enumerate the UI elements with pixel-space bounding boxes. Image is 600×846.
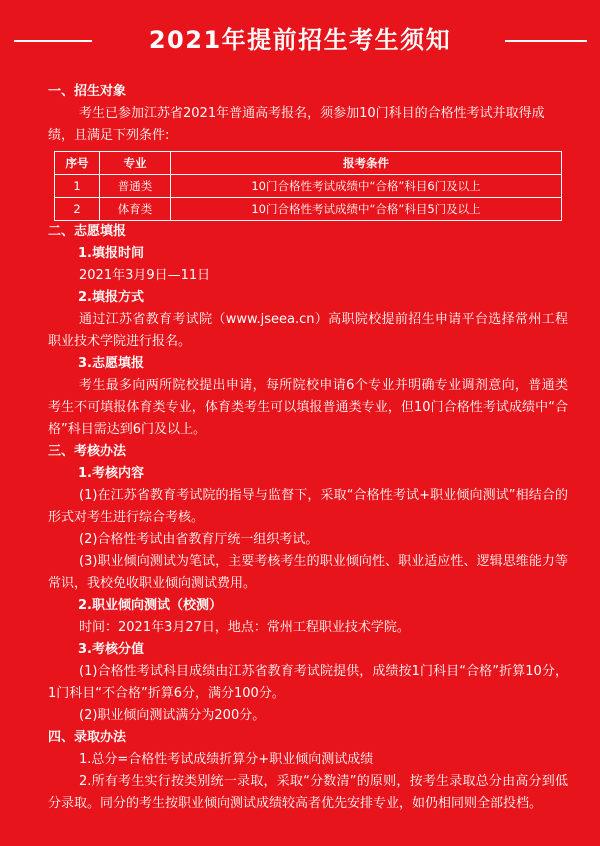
admission-rule-1: 1.总分=合格性考试成绩折算分+职业倾向测试成绩 <box>79 752 374 767</box>
assessment-content-3: (3)职业倾向测试为笔试，主要考核考生的职业倾向性、职业适应性、逻辑思维能力等常识，我校免收职业倾向测试费用。 <box>48 554 568 591</box>
assessment-content-1: (1)在江苏省教育考试院的指导与监督下，采取“合格性考试+职业倾向测试”相结合的形式对考生进行综合考核。 <box>48 488 568 525</box>
subheading-score-value: 3.考核分值 <box>78 642 144 657</box>
table-cell: 普通类 <box>100 175 171 198</box>
page-title: 2021年提前招生考生须知 <box>148 26 452 54</box>
admission-rule-2: 2.所有考生实行按类别统一录取，采取“分数清”的原则，按考生录取总分由高分到低分录取。同分的考生按职业倾向测试成绩较高者优先安排专业，如仍相同则全部投档。 <box>48 774 568 811</box>
title-divider-right <box>505 40 587 42</box>
table-row <box>55 175 562 198</box>
section-heading-assessment: 三、考核办法 <box>48 444 127 459</box>
table-cell: 1 <box>55 175 100 198</box>
section-heading-application: 二、志愿填报 <box>48 224 127 239</box>
subheading-apply-time: 1.填报时间 <box>78 246 144 261</box>
title-divider-left <box>14 40 92 42</box>
table-cell: 体育类 <box>100 198 171 221</box>
apply-time-text: 2021年3月9日—11日 <box>79 268 211 283</box>
section-heading-admission: 四、录取办法 <box>48 730 127 745</box>
subheading-aptitude-test: 2.职业倾向测试（校测） <box>78 598 222 613</box>
requirements-table <box>54 151 562 221</box>
section-heading-enrollment-target: 一、招生对象 <box>48 84 127 99</box>
table-row <box>55 198 562 221</box>
notice-body <box>48 81 568 815</box>
score-value-1: (1)合格性考试科目成绩由江苏省教育考试院提供，成绩按1门科目“合格”折算10分，1门科目“不合格”折算6分，满分100分。 <box>48 664 568 701</box>
table-header-cell: 序号 <box>55 152 100 175</box>
aptitude-test-text: 时间：2021年3月27日，地点：常州工程职业技术学院。 <box>79 620 410 635</box>
table-cell: 10门合格性考试成绩中“合格”科目5门及以上 <box>171 198 562 221</box>
table-header-cell: 报考条件 <box>171 152 562 175</box>
apply-method-text: 通过江苏省教育考试院（www.jseea.cn）高职院校提前招生申请平台选择常州工程职业技术学院进行报名。 <box>48 312 568 349</box>
table-cell: 2 <box>55 198 100 221</box>
subheading-apply-method: 2.填报方式 <box>78 290 144 305</box>
subheading-assessment-content: 1.考核内容 <box>78 466 144 481</box>
title-banner <box>0 18 600 58</box>
assessment-content-2: (2)合格性考试由省教育厅统一组织考试。 <box>79 532 319 547</box>
score-value-2: (2)职业倾向测试满分为200分。 <box>79 708 266 723</box>
table-cell: 10门合格性考试成绩中“合格”科目6门及以上 <box>171 175 562 198</box>
apply-choices-text: 考生最多向两所院校提出申请，每所院校申请6个专业并明确专业调剂意向，普通类考生不可填报体育类专业，体育类考生可以填报普通类专业，但10门合格性考试成绩中“合格”科目需达到6门及以上。 <box>48 378 568 437</box>
enrollment-intro: 考生已参加江苏省2021年普通高考报名，须参加10门科目的合格性考试并取得成绩，且满足下列条件: <box>48 106 545 143</box>
table-header-row <box>55 152 562 175</box>
table-header-cell: 专业 <box>100 152 171 175</box>
subheading-apply-choices: 3.志愿填报 <box>78 356 144 371</box>
